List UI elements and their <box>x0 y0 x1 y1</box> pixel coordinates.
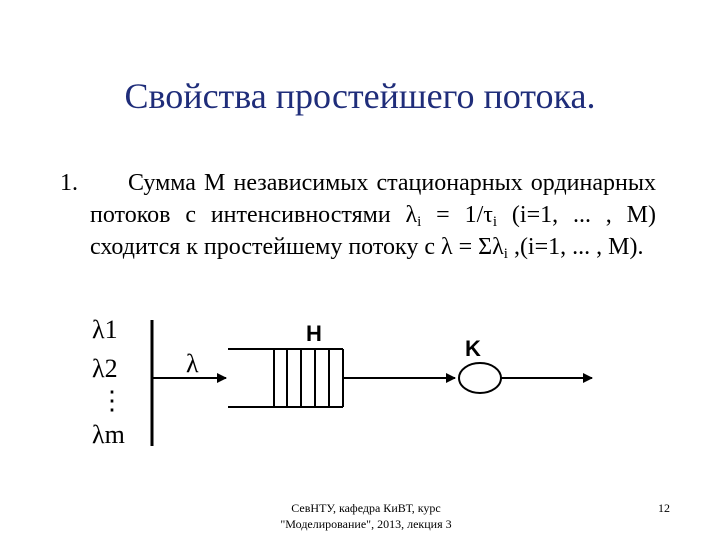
paragraph-part-1: Сумма M независимых стационарных ординарных потоков с интенсивностями λ <box>90 170 656 228</box>
input-label-lambda-2: λ2 <box>92 354 118 383</box>
input-label-lambda-m: λm <box>92 420 125 449</box>
footer-line-2: "Моделирование", 2013, лекция 3 <box>280 517 452 531</box>
input-label-ellipsis: ⋮ <box>99 386 125 415</box>
queue-label: H <box>306 321 322 346</box>
merged-lambda-label: λ <box>186 349 199 378</box>
input-label-lambda-1: λ1 <box>92 315 118 344</box>
footer-line-1: СевНТУ, кафедра КиВТ, курс <box>291 501 441 515</box>
server-circle <box>459 363 501 393</box>
subscript-i-1: i <box>417 214 422 230</box>
server-label: K <box>465 336 481 361</box>
paragraph-part-4: ,(i=1, ... , M). <box>507 234 644 260</box>
list-item-number: 1. <box>60 170 78 196</box>
subscript-i-3: i <box>503 246 508 262</box>
paragraph-part-3: (i=1, ... , M) сходится к простейшему потоку с λ = Σλ <box>90 202 656 260</box>
paragraph-part-2: = 1/τ <box>421 202 493 228</box>
subscript-i-2: i <box>492 214 498 230</box>
footer-text <box>236 500 496 532</box>
slide-title: Свойства простейшего потока. <box>124 76 596 116</box>
page-number: 12 <box>658 501 670 515</box>
